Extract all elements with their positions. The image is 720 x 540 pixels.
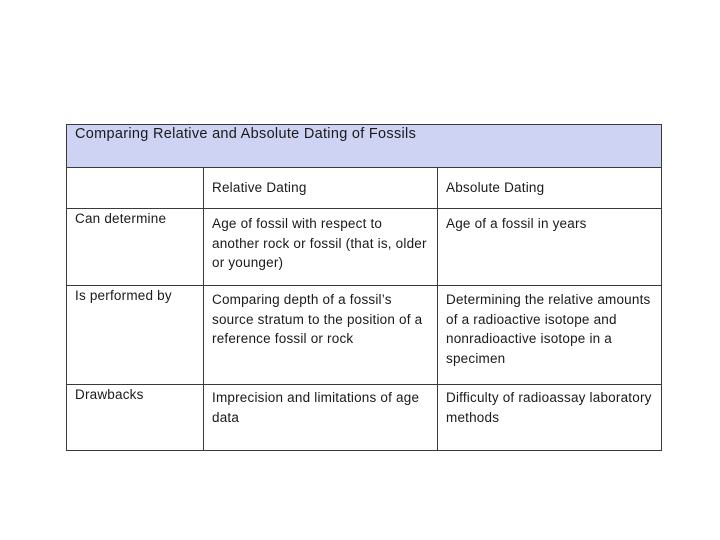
- table-row: [67, 209, 662, 286]
- table-title: Comparing Relative and Absolute Dating of Fossils: [67, 125, 662, 168]
- cell-absolute-is-performed-by: Determining the relative amounts of a radioactive isotope and nonradioactive isotope in a specimen: [438, 286, 662, 385]
- cell-relative-can-determine: Age of fossil with respect to another rock or fossil (that is, older or younger): [204, 209, 438, 286]
- table-row: [67, 385, 662, 451]
- cell-relative-is-performed-by: Comparing depth of a fossil’s source stratum to the position of a reference fossil or rock: [204, 286, 438, 385]
- row-label-drawbacks: Drawbacks: [67, 385, 204, 451]
- cell-absolute-can-determine: Age of a fossil in years: [438, 209, 662, 286]
- table-row: [67, 286, 662, 385]
- row-label-is-performed-by: Is performed by: [67, 286, 204, 385]
- cell-absolute-drawbacks: Difficulty of radioassay laboratory methods: [438, 385, 662, 451]
- column-header-empty: [67, 168, 204, 209]
- column-header-relative: Relative Dating: [204, 168, 438, 209]
- title-row: [67, 125, 662, 168]
- row-label-can-determine: Can determine: [67, 209, 204, 286]
- cell-relative-drawbacks: Imprecision and limitations of age data: [204, 385, 438, 451]
- column-header-absolute: Absolute Dating: [438, 168, 662, 209]
- column-header-row: [67, 168, 662, 209]
- comparison-table: [66, 124, 662, 451]
